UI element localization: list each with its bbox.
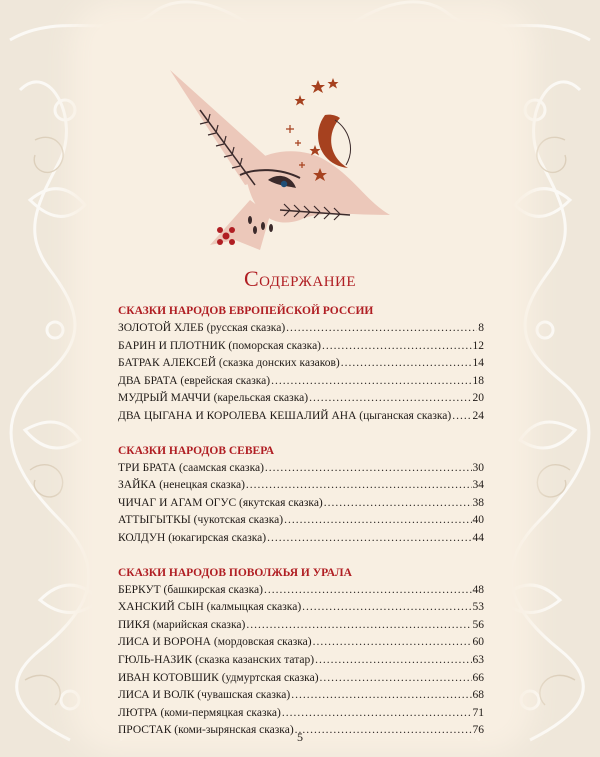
entry-page: 60 (472, 636, 484, 649)
entry-title: ПРОСТАК (коми-зырянская сказка) (118, 724, 294, 737)
dot-leader (302, 599, 471, 617)
entry-title: ПИКЯ (марийская сказка) (118, 618, 246, 631)
entry-page: 76 (472, 724, 484, 737)
entry-title: ТРИ БРАТА (саамская сказка) (118, 461, 264, 474)
entry-title: ДВА ЦЫГАНА И КОРОЛЕВА КЕШАЛИЙ АНА (цыганская сказка) (118, 409, 452, 422)
toc-section (118, 303, 484, 426)
toc-entry (118, 338, 484, 356)
entry-title: ЗАЙКА (ненецкая сказка) (118, 479, 245, 492)
toc-section (118, 443, 484, 548)
bird-moon-illustration (150, 50, 410, 265)
toc-section (118, 565, 484, 740)
entry-page: 66 (472, 671, 484, 684)
toc-entry (118, 670, 484, 688)
entry-title: ХАНСКИЙ СЫН (калмыцкая сказка) (118, 601, 302, 614)
entry-title: ИВАН КОТОВШИК (удмуртская сказка) (118, 671, 319, 684)
entry-page: 56 (472, 618, 484, 631)
dot-leader (286, 320, 477, 338)
toc-entry (118, 355, 484, 373)
entry-page: 14 (472, 357, 484, 370)
page-number: 5 (297, 730, 303, 744)
toc-entry (118, 705, 484, 723)
entry-title: ЗОЛОТОЙ ХЛЕБ (русская сказка) (118, 322, 286, 334)
entry-title: МУДРЫЙ МАЧЧИ (карельская сказка) (118, 392, 309, 405)
section-title: СКАЗКИ НАРОДОВ ЕВРОПЕЙСКОЙ РОССИИ (118, 305, 374, 317)
dot-leader (313, 634, 472, 652)
entry-page: 38 (472, 496, 484, 509)
entry-title: ЧИЧАГ И АГАМ ОГУС (якутская сказка) (118, 496, 323, 509)
toc-entry (118, 582, 484, 600)
dot-leader (246, 477, 472, 495)
dot-leader (264, 582, 472, 600)
toc-entry (118, 390, 484, 408)
entry-page: 48 (472, 583, 484, 596)
toc-entry (118, 460, 484, 478)
entry-page: 44 (472, 531, 484, 544)
entry-title: БАРИН И ПЛОТНИК (поморская сказка) (118, 339, 321, 352)
dot-leader (309, 390, 471, 408)
dot-leader (246, 617, 471, 635)
entry-title: БЕРКУТ (башкирская сказка) (118, 583, 263, 596)
entry-page: 68 (472, 689, 484, 702)
toc-title: Содержание (243, 266, 357, 291)
toc-entry (118, 634, 484, 652)
dot-leader (291, 687, 471, 705)
dot-leader (271, 373, 471, 391)
entry-title: ДВА БРАТА (еврейская сказка) (118, 374, 271, 387)
table-of-contents (118, 303, 484, 757)
entry-title: ЛИСА И ВОЛК (чувашская сказка) (118, 689, 291, 702)
entry-page: 20 (472, 392, 484, 405)
dot-leader (265, 460, 472, 478)
dot-leader (315, 652, 471, 670)
entry-page: 53 (472, 601, 484, 614)
entry-title: КОЛДУН (юкагирская сказка) (118, 531, 267, 544)
dot-leader (322, 338, 472, 356)
dot-leader (341, 355, 472, 373)
dot-leader (282, 705, 472, 723)
entry-page: 34 (472, 479, 484, 492)
dot-leader (284, 512, 471, 530)
toc-entry (118, 320, 484, 338)
entry-title: БАТРАК АЛЕКСЕЙ (сказка донских казаков) (118, 357, 340, 370)
section-title: СКАЗКИ НАРОДОВ ПОВОЛЖЬЯ И УРАЛА (118, 566, 352, 579)
section-title: СКАЗКИ НАРОДОВ СЕВЕРА (118, 444, 275, 457)
entry-page: 24 (472, 409, 484, 422)
toc-entry (118, 687, 484, 705)
entry-title: ЛИСА И ВОРОНА (мордовская сказка) (118, 636, 312, 649)
entry-page: 18 (472, 374, 484, 387)
toc-entry (118, 408, 484, 426)
toc-entry (118, 512, 484, 530)
dot-leader (320, 670, 472, 688)
toc-entry (118, 599, 484, 617)
toc-entry (118, 617, 484, 635)
entry-title: АТТЫГЫТКЫ (чукотская сказка) (118, 514, 284, 527)
entry-page: 12 (472, 339, 484, 352)
entry-page: 40 (472, 514, 484, 527)
dot-leader (267, 530, 471, 548)
entry-page: 8 (478, 322, 484, 334)
entry-page: 30 (472, 461, 484, 474)
entry-page: 71 (472, 706, 484, 719)
entry-page: 63 (472, 653, 484, 666)
dot-leader (324, 495, 472, 513)
dot-leader (452, 408, 471, 426)
toc-entry (118, 495, 484, 513)
entry-title: ЛЮТРА (коми-пермяцкая сказка) (118, 706, 281, 719)
toc-entry (118, 652, 484, 670)
toc-entry (118, 373, 484, 391)
toc-entry (118, 477, 484, 495)
entry-title: ГЮЛЬ-НАЗИК (сказка казанских татар) (118, 653, 315, 666)
toc-entry (118, 530, 484, 548)
